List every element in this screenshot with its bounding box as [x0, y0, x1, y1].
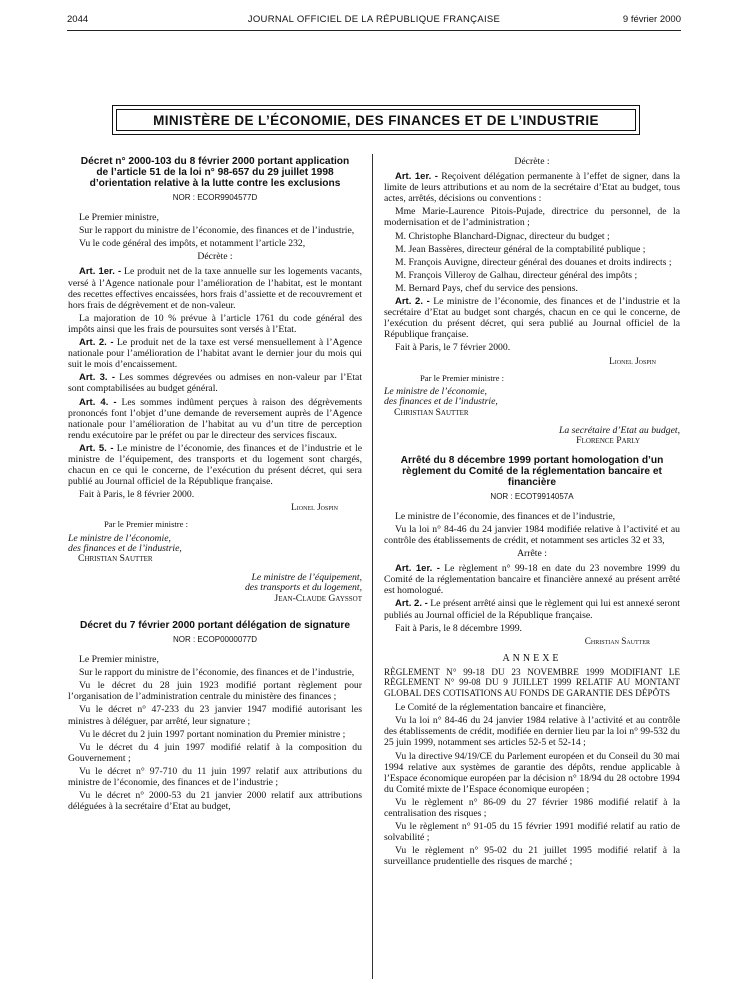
- right-column: [384, 156, 680, 869]
- page-header: [67, 14, 681, 28]
- delegate-5: M. François Villeroy de Galhau, directeur général des impôts ;: [395, 269, 638, 281]
- decree2-secretary: La secrétaire d’Etat au budget, Florence Parly: [384, 426, 680, 447]
- signatory-name: Christian Sautter: [78, 553, 153, 565]
- article-label: Art. 2. -: [395, 296, 430, 308]
- signatory-name: Florence Parly: [576, 435, 640, 447]
- arrete-signature: Christian Sautter: [584, 635, 650, 646]
- column-divider: [372, 154, 373, 979]
- decree2-visa1: Vu le décret du 28 juin 1923 modifié portant règlement pour l’organisation de l’administration centrale du ministère des finances ;: [68, 680, 362, 703]
- decree1-pm-signature: Lionel Jospin: [291, 502, 338, 513]
- page-number: 2044: [67, 14, 89, 25]
- decree2-minister1: Le ministre de l’économie, des finances et de l’industrie, Christian Sautter: [384, 387, 680, 418]
- annexe-title: ANNEXE: [502, 652, 562, 664]
- decree1-decrete: Décrète :: [197, 251, 233, 263]
- decree1-art5: Art. 5. - Le ministre de l’économie, des finances et de l’industrie et le ministre de l’équipement, des transports et du logement sont chargés, chacun en ce qui le concerne, de l’exécution du présent décret, qui sera publié au Journal officiel de la République française.: [68, 442, 363, 488]
- article-label: Art. 1er. -: [395, 563, 440, 575]
- delegate-6: M. Bernard Pays, chef du service des pensions.: [395, 282, 578, 294]
- decree2-art2: Art. 2. - Le ministre de l’économie, des finances et de l’industrie et la secrétaire d’Etat au budget sont chargés, chacun en ce qui le concerne, de l’exécution du présent décret, qui sera publié au Journal officiel de la République française.: [384, 296, 681, 341]
- decree1-minister2: Le ministre de l’équipement, des transports et du logement, Jean-Claude Gayssot: [68, 573, 362, 604]
- decree1-intro2: Sur le rapport du ministre de l’économie, des finances et de l’industrie,: [79, 225, 355, 237]
- arrete-fait: Fait à Paris, le 8 décembre 1999.: [395, 622, 522, 634]
- delegate-2: M. Christophe Blanchard-Dignac, directeur du budget ;: [395, 230, 610, 242]
- delegate-3: M. Jean Bassères, directeur général de la comptabilité publique ;: [395, 243, 646, 255]
- article-label: Art. 1er. -: [79, 266, 122, 278]
- decree2-fait: Fait à Paris, le 7 février 2000.: [395, 342, 511, 354]
- header-rule: [67, 30, 681, 31]
- article-label: Art. 3. -: [79, 372, 116, 384]
- arrete-art1: Art. 1er. - Le règlement n° 99-18 en date du 23 novembre 1999 du Comité de la réglementation bancaire et financière annexé au présent arrêté est homologué.: [384, 563, 681, 597]
- issue-date: 9 février 2000: [622, 14, 681, 25]
- article-label: Art. 2. -: [395, 598, 428, 610]
- decree1-art3: Art. 3. - Les sommes dégrevées ou admises en non-valeur par l’Etat sont comptabilisées au budget général.: [68, 372, 363, 395]
- decree1-intro1: Le Premier ministre,: [79, 212, 159, 224]
- annexe-p4: Vu le règlement n° 86-09 du 27 février 1986 modifié relatif à la centralisation des risques ;: [384, 796, 680, 819]
- decree1-minister1: Le ministre de l’économie, des finances et de l’industrie, Christian Sautter: [68, 534, 362, 565]
- delegate-4: M. François Auvigne, directeur général des douanes et droits indirects ;: [395, 256, 672, 268]
- decree1-fait: Fait à Paris, le 8 février 2000.: [79, 489, 195, 501]
- journal-title: JOURNAL OFFICIEL DE LA RÉPUBLIQUE FRANÇAISE: [247, 14, 501, 25]
- annexe-p2: Vu la loi n° 84-46 du 24 janvier 1984 relative à l’activité et au contrôle des établissements de crédit, modifiée en dernier lieu par la loi n° 99-532 du 25 juin 1999, notamment ses articles 52-5 et 52-14 ;: [384, 715, 680, 749]
- decree1-nor: NOR : ECOR9904577D: [172, 193, 258, 202]
- annexe-heading: RÈGLEMENT N° 99-18 DU 23 NOVEMBRE 1999 MODIFIANT LE RÈGLEMENT N° 99-08 DU 9 JUILLET 1999 RELATIF AU MONTANT GLOBAL DES COTISATIONS AU FONDS DE GARANTIE DES DÉPÔTS: [384, 666, 680, 698]
- decree2-title: Décret du 7 février 2000 portant délégation de signature: [79, 619, 351, 631]
- decree2-intro1: Le Premier ministre,: [79, 654, 159, 666]
- decree2-visa3: Vu le décret du 2 juin 1997 portant nomination du Premier ministre ;: [79, 728, 346, 740]
- delegate-1: Mme Marie-Laurence Pitois-Pujade, directrice du personnel, de la modernisation et de l’administration ;: [384, 206, 680, 229]
- decree2-par-pm: Par le Premier ministre :: [420, 372, 505, 383]
- decree2-nor: NOR : ECOP0000077D: [172, 634, 258, 644]
- signatory-name: Jean-Claude Gayssot: [274, 592, 362, 604]
- decree1-art4: Art. 4. - Les sommes indûment perçues à raison des dégrèvements prononcés font l’objet d’une demande de reversement auprès de l’Agence nationale pour l’amélioration de l’habitat au vu d’un titre de perception rendu exécutoire par le préfet ou par le directeur des services fiscaux.: [68, 396, 363, 441]
- decree2-visa6: Vu le décret n° 2000-53 du 21 janvier 2000 relatif aux attributions déléguées à la secrétaire d’Etat au budget,: [68, 790, 362, 813]
- annexe-p6: Vu le règlement n° 95-02 du 21 juillet 1995 modifié relatif à la surveillance prudentielle des risques de marché ;: [384, 845, 680, 868]
- decree1-art1: Art. 1er. - Le produit net de la taxe annuelle sur les logements vacants, versé à l’Agence nationale pour l’amélioration de l’habitat, est le montant des recettes effectives encaissées, hors frais d’assiette et de recouvrement et hors frais de dégrèvement et de non-valeur.: [68, 266, 363, 311]
- decree1-intro3: Vu le code général des impôts, et notamment l’article 232,: [79, 238, 306, 250]
- decree2-visa5: Vu le décret n° 97-710 du 11 juin 1997 relatif aux attributions du ministre de l’économie, des finances et de l’industrie ;: [68, 765, 362, 788]
- ministry-box: [112, 105, 640, 135]
- arrete-title: Arrêté du 8 décembre 1999 portant homologation d’un règlement du Comité de la réglementation bancaire et financière: [400, 454, 664, 488]
- arrete-art2: Art. 2. - Le présent arrêté ainsi que le règlement qui lui est annexé seront publiés au Journal officiel de la République française.: [384, 598, 681, 621]
- arrete-label: Arrête :: [517, 548, 547, 560]
- left-column: [68, 156, 362, 814]
- decree1-art2: Art. 2. - Le produit net de la taxe est versé mensuellement à l’Agence nationale pour l’amélioration de l’habitat avant le dernier jour du mois qui suit le mois d’encaissement.: [68, 337, 363, 371]
- article-label: Art. 4. -: [79, 396, 117, 408]
- decree1-art1-p2: La majoration de 10 % prévue à l’article 1761 du code général des impôts ainsi que les frais de poursuites sont versés à l’Etat.: [68, 312, 362, 335]
- decree2-art1: Art. 1er. - Reçoivent délégation permanente à l’effet de signer, dans la limite de leurs attributions et au nom de la secrétaire d’Etat au budget, tous actes, arrêtés, décisions ou conventions :: [384, 171, 681, 205]
- article-label: Art. 5. -: [79, 442, 114, 454]
- annexe-p5: Vu le règlement n° 91-05 du 15 février 1991 modifié relatif au ratio de solvabilité ;: [384, 821, 680, 844]
- article-label: Art. 1er. -: [395, 171, 438, 183]
- arrete-intro2: Vu la loi n° 84-46 du 24 janvier 1984 modifiée relative à l’activité et au contrôle des établissements de crédit, et notamment ses articles 32 et 33,: [384, 523, 680, 546]
- article-label: Art. 2. -: [79, 337, 114, 349]
- annexe-p3: Vu la directive 94/19/CE du Parlement européen et du Conseil du 30 mai 1994 relative aux systèmes de garantie des dépôts, rendue applicable à l’Espace économique européen par la décision n° 18/94 du 28 octobre 1994 du Comité mixte de l’Espace économique européen ;: [384, 750, 680, 795]
- decree1-par-pm: Par le Premier ministre :: [104, 519, 189, 530]
- decree2-visa4: Vu le décret du 4 juin 1997 modifié relatif à la composition du Gouvernement ;: [68, 741, 362, 764]
- decree2-pm-signature: Lionel Jospin: [609, 355, 656, 366]
- decree1-title: Décret n° 2000-103 du 8 février 2000 portant application de l’article 51 de la loi n° 98-657 du 29 juillet 1998 d’orientation relative à la lutte contre les exclusions: [80, 156, 350, 189]
- decree2-visa2: Vu le décret n° 47-233 du 23 janvier 1947 modifié autorisant les ministres à déléguer, par arrêté, leur signature ;: [68, 704, 362, 727]
- ministry-title: MINISTÈRE DE L’ÉCONOMIE, DES FINANCES ET DE L’INDUSTRIE: [116, 109, 636, 131]
- arrete-intro1: Le ministre de l’économie, des finances et de l’industrie,: [395, 510, 616, 522]
- decree2-intro2: Sur le rapport du ministre de l’économie, des finances et de l’industrie,: [79, 667, 355, 679]
- arrete-nor: NOR : ECOT9914057A: [490, 491, 574, 501]
- signatory-name: Christian Sautter: [394, 406, 469, 418]
- decree2-decrete: Décrète :: [514, 156, 550, 167]
- annexe-p1: Le Comité de la réglementation bancaire et financière,: [395, 702, 606, 714]
